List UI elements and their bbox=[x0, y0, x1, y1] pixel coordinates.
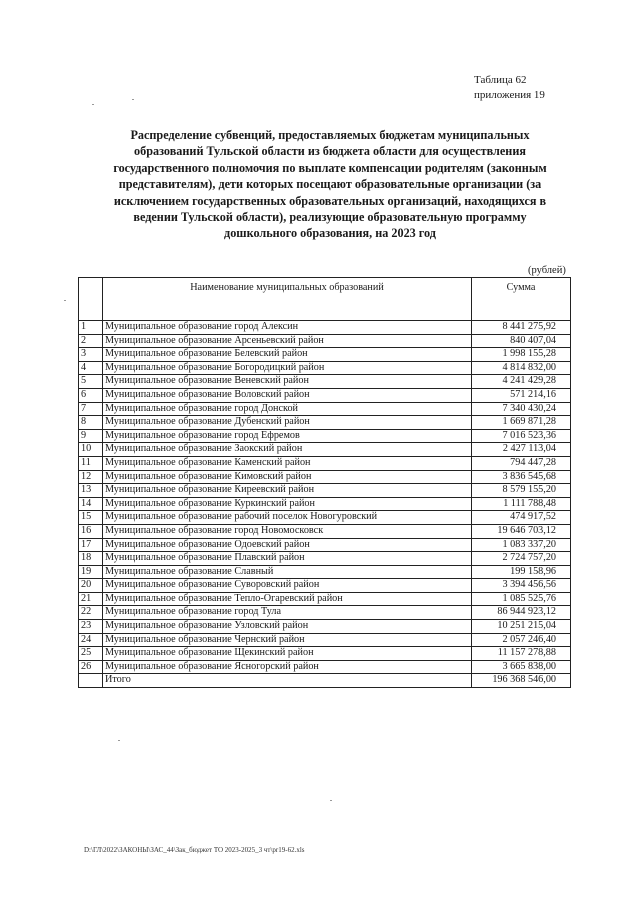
table-row bbox=[79, 552, 571, 566]
document-title: Распределение субвенций, предоставляемых бюджетам муниципальных образований Тульской области из бюджета области для осуществления государственного полномочия по выплате компенсации родителям (законным представителям), дети которых посещают образовательные организации (за исключением государственных образовательных организаций, находящихся в ведении Тульской области), реализующие образовательную программу дошкольного образования, на 2023 год bbox=[113, 128, 547, 241]
subvention-amount: 1 085 525,76 bbox=[472, 592, 571, 606]
number-column-header bbox=[79, 278, 103, 321]
name-column-header: Наименование муниципальных образований bbox=[103, 278, 472, 321]
table-row bbox=[79, 361, 571, 375]
total-sum: 196 368 546,00 bbox=[472, 674, 571, 688]
row-number: 8 bbox=[79, 416, 103, 430]
subvention-amount: 3 836 545,68 bbox=[472, 470, 571, 484]
subvention-amount: 1 998 155,28 bbox=[472, 348, 571, 362]
subvention-amount: 840 407,04 bbox=[472, 334, 571, 348]
subvention-amount: 7 340 430,24 bbox=[472, 402, 571, 416]
total-row bbox=[79, 674, 571, 688]
table-row bbox=[79, 660, 571, 674]
scan-speck bbox=[330, 800, 332, 801]
subvention-amount: 571 214,16 bbox=[472, 388, 571, 402]
row-number: 23 bbox=[79, 620, 103, 634]
subvention-table bbox=[78, 277, 571, 688]
subvention-amount: 10 251 215,04 bbox=[472, 620, 571, 634]
municipality-name: Муниципальное образование Заокский район bbox=[103, 443, 472, 457]
subvention-amount: 794 447,28 bbox=[472, 456, 571, 470]
subvention-amount: 1 669 871,28 bbox=[472, 416, 571, 430]
subvention-amount: 4 814 832,00 bbox=[472, 361, 571, 375]
municipality-name: Муниципальное образование Суворовский район bbox=[103, 579, 472, 593]
row-number: 11 bbox=[79, 456, 103, 470]
subvention-amount: 19 646 703,12 bbox=[472, 524, 571, 538]
appendix-number: приложения 19 bbox=[474, 89, 545, 101]
row-number: 12 bbox=[79, 470, 103, 484]
subvention-amount: 2 427 113,04 bbox=[472, 443, 571, 457]
row-number: 15 bbox=[79, 511, 103, 525]
row-number: 18 bbox=[79, 552, 103, 566]
row-number: 25 bbox=[79, 647, 103, 661]
row-number: 4 bbox=[79, 361, 103, 375]
table-body bbox=[79, 321, 571, 674]
municipality-name: Муниципальное образование город Тула bbox=[103, 606, 472, 620]
subvention-amount: 3 665 838,00 bbox=[472, 660, 571, 674]
municipality-name: Муниципальное образование Дубенский район bbox=[103, 416, 472, 430]
row-number: 20 bbox=[79, 579, 103, 593]
municipality-name: Муниципальное образование Белевский район bbox=[103, 348, 472, 362]
subvention-amount: 2 724 757,20 bbox=[472, 552, 571, 566]
table-row bbox=[79, 647, 571, 661]
municipality-name: Муниципальное образование город Ефремов bbox=[103, 429, 472, 443]
row-number: 21 bbox=[79, 592, 103, 606]
municipality-name: Муниципальное образование Арсеньевский район bbox=[103, 334, 472, 348]
row-number: 9 bbox=[79, 429, 103, 443]
file-path: D:\ГЛ\2022\ЗАКОНЫ\ЗАС_44\Зак_бюджет ТО 2023-2025_3 чт\pr19-62.xls bbox=[84, 846, 305, 854]
table-row bbox=[79, 524, 571, 538]
document-reference bbox=[474, 73, 545, 103]
municipality-name: Муниципальное образование Киреевский район bbox=[103, 484, 472, 498]
table-row bbox=[79, 429, 571, 443]
table-row bbox=[79, 348, 571, 362]
municipality-name: Муниципальное образование Щекинский район bbox=[103, 647, 472, 661]
municipality-name: Муниципальное образование рабочий поселок Новогуровский bbox=[103, 511, 472, 525]
table-row bbox=[79, 620, 571, 634]
municipality-name: Муниципальное образование город Алексин bbox=[103, 321, 472, 335]
sum-column-header: Сумма bbox=[472, 278, 571, 321]
subvention-amount: 11 157 278,88 bbox=[472, 647, 571, 661]
municipality-name: Муниципальное образование Богородицкий район bbox=[103, 361, 472, 375]
table-row bbox=[79, 443, 571, 457]
table-row bbox=[79, 538, 571, 552]
row-number: 10 bbox=[79, 443, 103, 457]
subvention-amount: 8 579 155,20 bbox=[472, 484, 571, 498]
municipality-name: Муниципальное образование Каменский район bbox=[103, 456, 472, 470]
table-row bbox=[79, 565, 571, 579]
municipality-name: Муниципальное образование Тепло-Огаревский район bbox=[103, 592, 472, 606]
subvention-amount: 2 057 246,40 bbox=[472, 633, 571, 647]
scan-speck bbox=[92, 104, 94, 105]
municipality-name: Муниципальное образование Куркинский район bbox=[103, 497, 472, 511]
row-number: 22 bbox=[79, 606, 103, 620]
municipality-name: Муниципальное образование Славный bbox=[103, 565, 472, 579]
municipality-name: Муниципальное образование Узловский район bbox=[103, 620, 472, 634]
row-number: 19 bbox=[79, 565, 103, 579]
table-row bbox=[79, 470, 571, 484]
municipality-name: Муниципальное образование Чернский район bbox=[103, 633, 472, 647]
municipality-name: Муниципальное образование город Новомосковск bbox=[103, 524, 472, 538]
subvention-amount: 7 016 523,36 bbox=[472, 429, 571, 443]
row-number: 7 bbox=[79, 402, 103, 416]
row-number: 24 bbox=[79, 633, 103, 647]
total-number-cell bbox=[79, 674, 103, 688]
table-row bbox=[79, 511, 571, 525]
subvention-amount: 86 944 923,12 bbox=[472, 606, 571, 620]
row-number: 13 bbox=[79, 484, 103, 498]
subvention-amount: 1 083 337,20 bbox=[472, 538, 571, 552]
table-row bbox=[79, 484, 571, 498]
municipality-name: Муниципальное образование город Донской bbox=[103, 402, 472, 416]
scan-speck bbox=[64, 300, 66, 301]
table-row bbox=[79, 375, 571, 389]
subvention-amount: 3 394 456,56 bbox=[472, 579, 571, 593]
scan-speck bbox=[118, 740, 120, 741]
row-number: 2 bbox=[79, 334, 103, 348]
table-row bbox=[79, 633, 571, 647]
row-number: 14 bbox=[79, 497, 103, 511]
table-row bbox=[79, 334, 571, 348]
table-row bbox=[79, 456, 571, 470]
table-number: Таблица 62 bbox=[474, 74, 527, 86]
row-number: 26 bbox=[79, 660, 103, 674]
subvention-amount: 8 441 275,92 bbox=[472, 321, 571, 335]
total-label: Итого bbox=[103, 674, 472, 688]
municipality-name: Муниципальное образование Одоевский район bbox=[103, 538, 472, 552]
municipality-name: Муниципальное образование Кимовский район bbox=[103, 470, 472, 484]
table-row bbox=[79, 388, 571, 402]
table-row bbox=[79, 402, 571, 416]
table-row bbox=[79, 579, 571, 593]
subvention-amount: 4 241 429,28 bbox=[472, 375, 571, 389]
table-row bbox=[79, 592, 571, 606]
subvention-amount: 1 111 788,48 bbox=[472, 497, 571, 511]
table-header-row bbox=[79, 278, 571, 321]
subvention-amount: 199 158,96 bbox=[472, 565, 571, 579]
municipality-name: Муниципальное образование Воловский район bbox=[103, 388, 472, 402]
table-row bbox=[79, 321, 571, 335]
row-number: 3 bbox=[79, 348, 103, 362]
municipality-name: Муниципальное образование Плавский район bbox=[103, 552, 472, 566]
municipality-name: Муниципальное образование Веневский район bbox=[103, 375, 472, 389]
subvention-amount: 474 917,52 bbox=[472, 511, 571, 525]
row-number: 17 bbox=[79, 538, 103, 552]
table-row bbox=[79, 606, 571, 620]
row-number: 16 bbox=[79, 524, 103, 538]
row-number: 5 bbox=[79, 375, 103, 389]
row-number: 6 bbox=[79, 388, 103, 402]
scan-speck bbox=[132, 99, 134, 100]
row-number: 1 bbox=[79, 321, 103, 335]
table-row bbox=[79, 416, 571, 430]
municipality-name: Муниципальное образование Ясногорский район bbox=[103, 660, 472, 674]
table-row bbox=[79, 497, 571, 511]
currency-unit: (рублей) bbox=[528, 265, 566, 276]
